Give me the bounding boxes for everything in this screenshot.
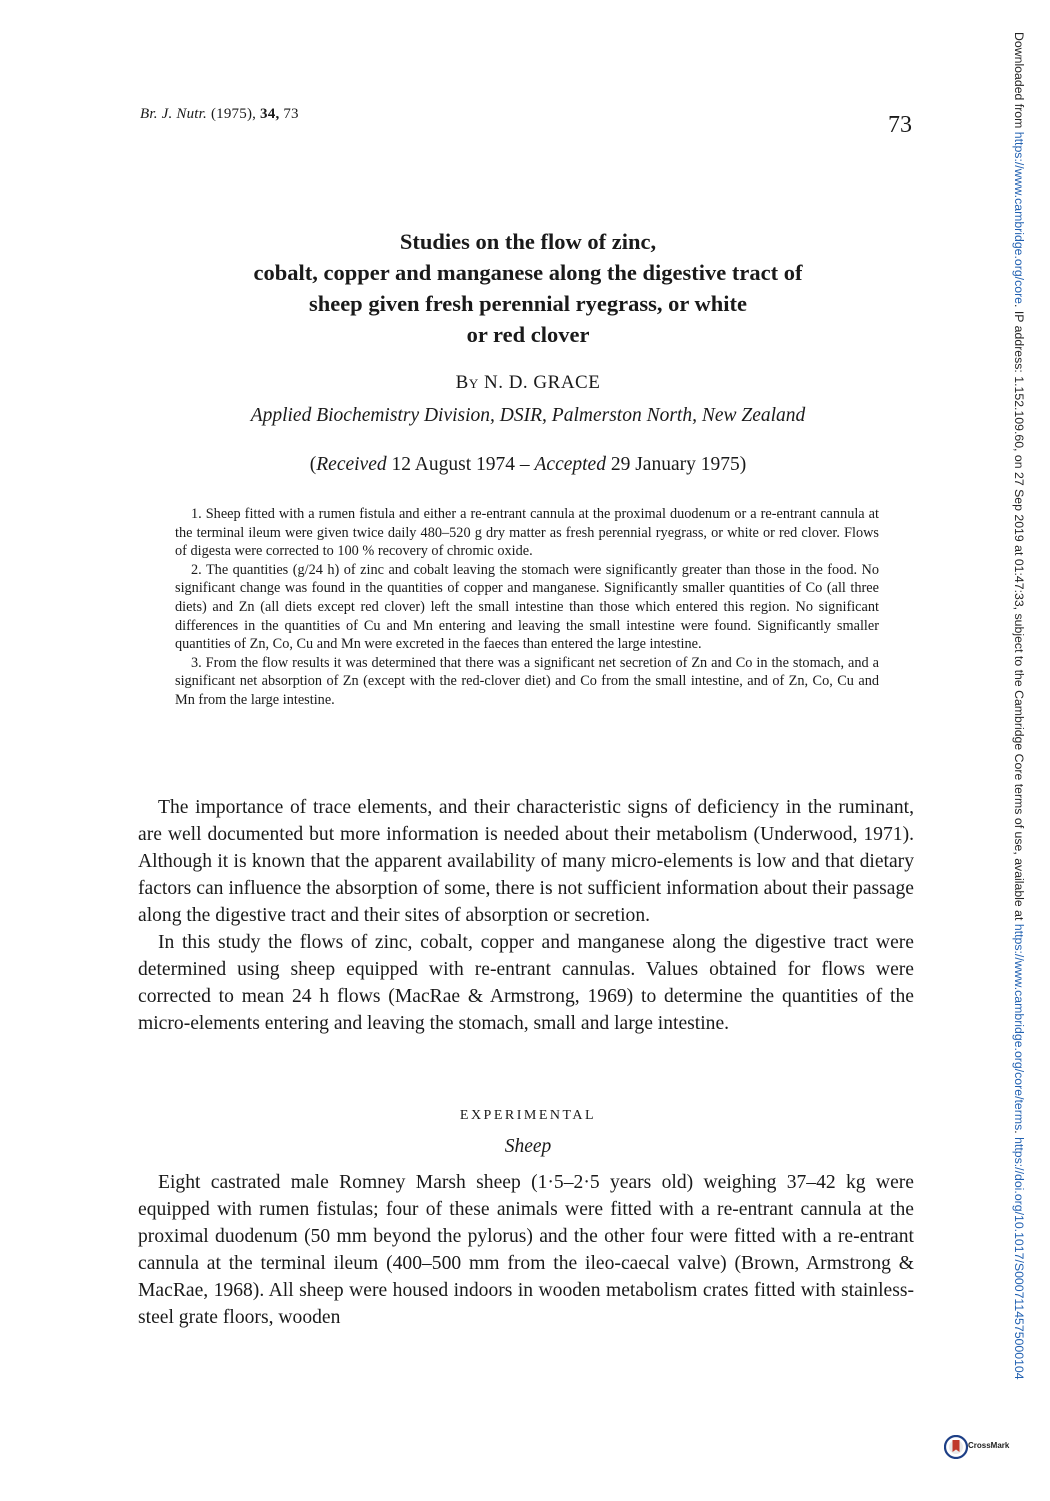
journal-citation bbox=[140, 106, 299, 123]
crossmark-badge[interactable] bbox=[944, 1435, 1016, 1459]
accepted-date: 29 January 1975) bbox=[605, 454, 747, 475]
doi-link[interactable]: https://doi.org/10.1017/S0007114575000104 bbox=[1012, 1137, 1026, 1380]
download-notice-text: Downloaded from bbox=[1012, 32, 1026, 132]
byline bbox=[140, 372, 916, 394]
received-label: Received bbox=[316, 454, 387, 475]
section-heading: EXPERIMENTAL bbox=[459, 1108, 597, 1123]
title-line-1: Studies on the flow of zinc, bbox=[399, 229, 657, 254]
body-paragraph: In this study the flows of zinc, cobalt, copper and manganese along the digestive tract were determined using sheep equipped with re-entrant cannulas. Values obtained for flows were corrected to mean 24 h flows (MacRae & Armstrong, 1969) to determine the quantities of the micro-elements entering and leaving the stomach, small and large intestine. bbox=[138, 932, 914, 1034]
author-affiliation: Applied Biochemistry Division, DSIR, Palmerston North, New Zealand bbox=[250, 405, 806, 426]
cambridge-core-link[interactable]: https://www.cambridge.org/core bbox=[1012, 131, 1026, 305]
download-notice-text: . bbox=[1012, 1130, 1026, 1138]
abstract-item: 3. From the flow results it was determined that there was a significant net secretion of Zn and Co in the stomach, and a significant net absorption of Zn (except with the red-clover diet) and Co from the small intestine, and of Zn, Co, Cu and Mn from the large intestine. bbox=[175, 654, 879, 708]
received-accepted-dates bbox=[140, 454, 916, 476]
download-notice-text: . IP address: 1.152.109.60, on 27 Sep 2019 at 01:47:33, subject to the Cambridge Core terms of use, available at bbox=[1012, 304, 1026, 924]
journal-year: (1975), bbox=[210, 106, 257, 122]
abstract-item: 2. The quantities (g/24 h) of zinc and cobalt leaving the stomach were significantly greater than those in the food. No significant change was found in the quantities of copper and manganese. Significantly smaller quantities of Co (all three diets) and Zn (all diets except red clover) left the small intestine than those which entered this region. No significant differences in the quantities of Cu and Mn entering and leaving the small intestine were found. Significantly smaller quantities of Zn, Co, Cu and Mn were excreted in the faeces than entered the large intestine. bbox=[175, 561, 879, 653]
journal-first-page: 73 bbox=[283, 106, 299, 122]
title-line-3: sheep given fresh perennial ryegrass, or white bbox=[308, 291, 748, 316]
subsection-heading: Sheep bbox=[504, 1136, 552, 1157]
download-notice bbox=[1012, 32, 1026, 1380]
abstract bbox=[175, 505, 879, 710]
terms-link[interactable]: https://www.cambridge.org/core/terms bbox=[1012, 923, 1026, 1131]
title-line-4: or red clover bbox=[466, 322, 590, 347]
crossmark-icon bbox=[944, 1435, 968, 1459]
page-number: 73 bbox=[888, 112, 912, 138]
byline-prefix: By bbox=[455, 372, 479, 393]
journal-name: Br. J. Nutr. bbox=[140, 106, 207, 122]
received-date: 12 August 1974 – bbox=[386, 454, 535, 475]
introduction bbox=[138, 794, 914, 1037]
article-title bbox=[150, 226, 906, 350]
accepted-label: Accepted bbox=[534, 454, 606, 475]
crossmark-label: CrossMark bbox=[968, 1441, 1010, 1450]
dates-open-paren: ( bbox=[309, 454, 317, 475]
abstract-item: 1. Sheep fitted with a rumen fistula and either a re-entrant cannula at the proximal duodenum or a re-entrant cannula at the terminal ileum were given twice daily 480–520 g dry matter as fresh perennial ryegrass, or white or red clover. Flows of digesta were corrected to 100 % recovery of chromic oxide. bbox=[175, 506, 879, 560]
author-name: N. D. GRACE bbox=[483, 372, 601, 393]
title-line-2: cobalt, copper and manganese along the digestive tract of bbox=[253, 260, 803, 285]
sheep-section bbox=[138, 1169, 914, 1331]
journal-volume: 34, bbox=[260, 106, 280, 122]
body-paragraph: The importance of trace elements, and their characteristic signs of deficiency in the ruminant, are well documented but more information is needed about their metabolism (Underwood, 1971). Although it is known that the apparent availability of many micro-elements is low and that dietary factors can influence the absorption of some, there is not sufficient information about their passage along the digestive tract and their sites of absorption or secretion. bbox=[138, 797, 914, 926]
body-paragraph: Eight castrated male Romney Marsh sheep (1·5–2·5 years old) weighing 37–42 kg were equipped with rumen fistulas; four of these animals were fitted with a re-entrant cannula at the proximal duodenum (50 mm beyond the pylorus) and the other four were fitted with a re-entrant cannula at the terminal ileum (400–500 mm from the ileo-caecal valve) (Brown, Armstrong & MacRae, 1968). All sheep were housed indoors in wooden metabolism crates fitted with stainless-steel grate floors, wooden bbox=[138, 1172, 914, 1328]
